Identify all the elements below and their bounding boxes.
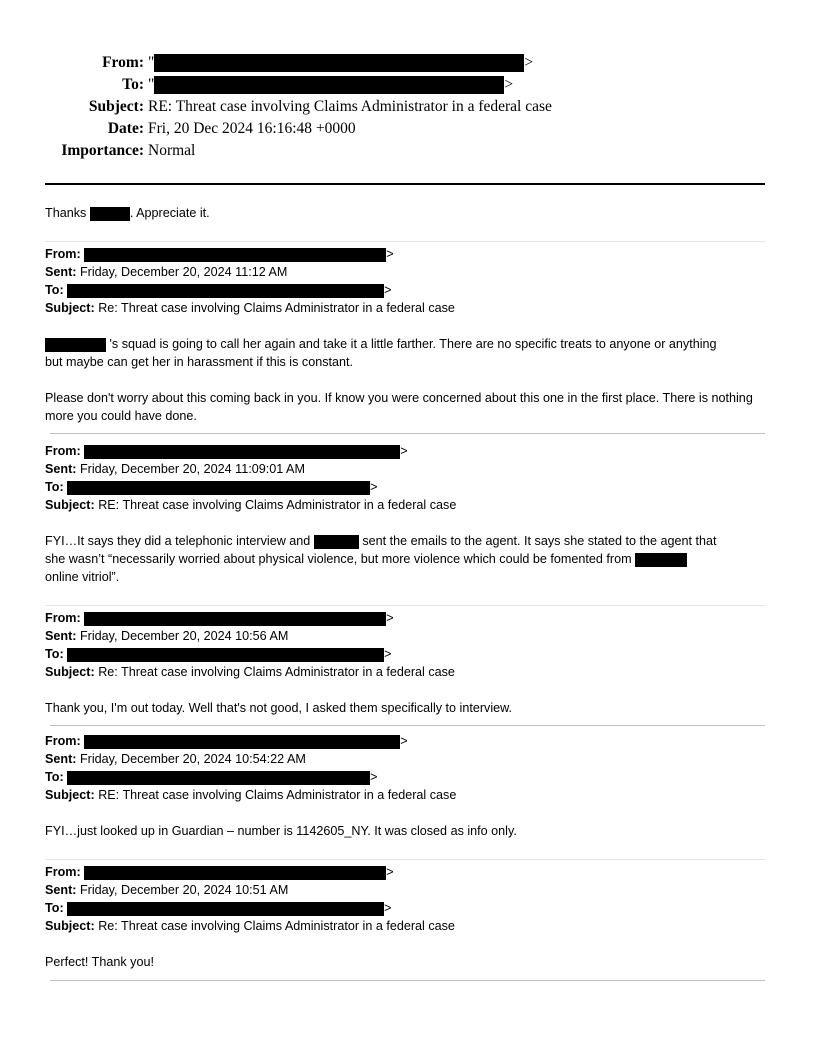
redaction-box bbox=[84, 735, 400, 749]
message-3-body: Thank you, I'm out today. Well that's not good, I asked them specifically to interview. bbox=[45, 701, 513, 715]
message-2-body-line-2: she wasn’t “necessarily worried about physical violence, but more violence which could be fomented from bbox=[45, 550, 765, 568]
message-2-to: To: > bbox=[45, 480, 378, 494]
message-1-to: To: > bbox=[45, 283, 392, 297]
message-1-body-paragraph-2: Please don't worry about this coming back in you. If know you were concerned about this one in the first place. There is nothing more you could have done. bbox=[45, 391, 753, 423]
header-subject-value: RE: Threat case involving Claims Administrator in a federal case bbox=[148, 98, 552, 115]
header-importance-label: Importance: bbox=[61, 142, 144, 159]
message-2-from: From: > bbox=[45, 444, 408, 458]
message-3-to: To: > bbox=[45, 647, 392, 661]
message-3-sent: Sent: Friday, December 20, 2024 10:56 AM bbox=[45, 629, 289, 643]
message-4-from: From: > bbox=[45, 734, 408, 748]
message-4-sent: Sent: Friday, December 20, 2024 10:54:22 AM bbox=[45, 752, 306, 766]
message-2-sent: Sent: Friday, December 20, 2024 11:09:01 AM bbox=[45, 462, 305, 476]
redaction-box bbox=[45, 338, 106, 352]
redaction-box bbox=[67, 771, 370, 785]
message-5-to: To: > bbox=[45, 901, 392, 915]
reply-body: Thanks . Appreciate it. bbox=[45, 206, 210, 220]
message-1-sent: Sent: Friday, December 20, 2024 11:12 AM bbox=[45, 265, 288, 279]
redaction-box bbox=[154, 54, 524, 72]
message-separator bbox=[50, 433, 765, 434]
message-separator bbox=[50, 725, 765, 726]
header-divider bbox=[45, 183, 765, 185]
redaction-box bbox=[314, 535, 359, 549]
redaction-box bbox=[67, 902, 384, 916]
message-1-body-line-2: but maybe can get her in harassment if this is constant. bbox=[45, 355, 354, 369]
message-separator bbox=[45, 241, 765, 242]
redaction-box bbox=[84, 445, 400, 459]
message-2-subject: Subject: RE: Threat case involving Claims Administrator in a federal case bbox=[45, 498, 457, 512]
message-2-body-line-1: FYI…It says they did a telephonic interview and sent the emails to the agent. It says she stated to the agent that bbox=[45, 534, 717, 548]
redaction-box bbox=[84, 248, 386, 262]
header-subject-label: Subject: bbox=[88, 98, 144, 115]
redaction-box bbox=[67, 648, 384, 662]
redaction-box bbox=[635, 553, 687, 567]
header-to-value: " > bbox=[148, 76, 514, 93]
message-3-from: From: > bbox=[45, 611, 394, 625]
message-5-from: From: > bbox=[45, 865, 394, 879]
header-importance-value: Normal bbox=[148, 142, 196, 159]
message-3-subject: Subject: Re: Threat case involving Claims Administrator in a federal case bbox=[45, 665, 455, 679]
message-separator bbox=[45, 859, 765, 860]
message-4-body: FYI…just looked up in Guardian – number is 1142605_NY. It was closed as info only. bbox=[45, 824, 517, 838]
message-separator bbox=[50, 980, 765, 981]
message-1-body-line-1: 's squad is going to call her again and take it a little farther. There are no specific treats to anyone or anything bbox=[45, 335, 765, 353]
redaction-box bbox=[67, 481, 370, 495]
redaction-box bbox=[84, 612, 386, 626]
redaction-box bbox=[67, 284, 384, 298]
header-date-value: Fri, 20 Dec 2024 16:16:48 +0000 bbox=[148, 120, 356, 137]
header-to-label: To: bbox=[122, 76, 144, 93]
message-5-sent: Sent: Friday, December 20, 2024 10:51 AM bbox=[45, 883, 289, 897]
redaction-box bbox=[90, 207, 130, 221]
redaction-box bbox=[84, 866, 386, 880]
message-4-subject: Subject: RE: Threat case involving Claims Administrator in a federal case bbox=[45, 788, 457, 802]
header-from-value: " > bbox=[148, 54, 534, 71]
header-date-label: Date: bbox=[107, 120, 144, 137]
header-from-label: From: bbox=[102, 54, 144, 71]
message-4-to: To: > bbox=[45, 770, 378, 784]
message-5-body: Perfect! Thank you! bbox=[45, 955, 154, 969]
message-5-subject: Subject: Re: Threat case involving Claims Administrator in a federal case bbox=[45, 919, 455, 933]
message-1-from: From: > bbox=[45, 247, 394, 261]
message-separator bbox=[45, 605, 765, 606]
message-1-subject: Subject: Re: Threat case involving Claims Administrator in a federal case bbox=[45, 301, 455, 315]
message-2-body-line-3: online vitriol”. bbox=[45, 570, 120, 584]
redaction-box bbox=[154, 76, 504, 94]
